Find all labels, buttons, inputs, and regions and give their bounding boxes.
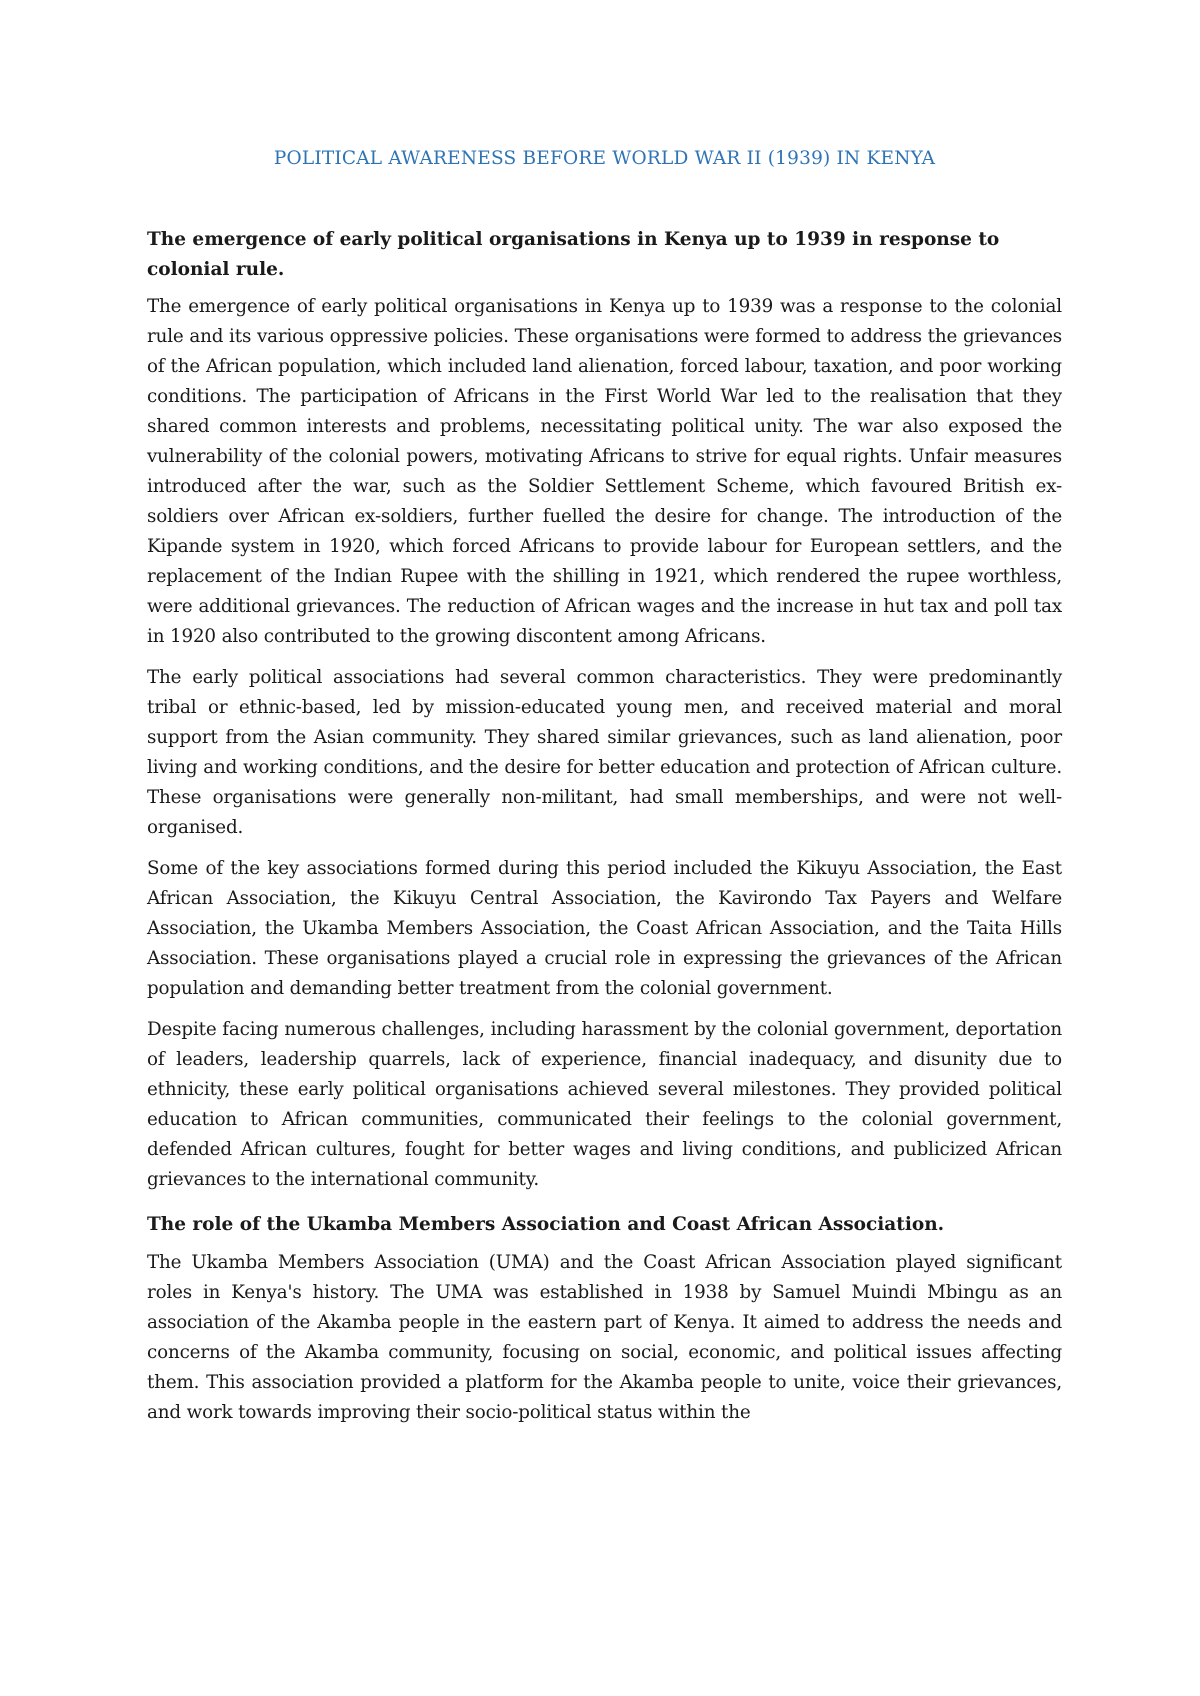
paragraph-emergence-causes: The emergence of early political organisations in Kenya up to 1939 was a response to the colonial rule and its various oppressive policies. These organisations were formed to address the grievances of the African population, which included land alienation, forced labour, taxation, and poor working conditions. The participation of Africans in the First World War led to the realisation that they shared common interests and problems, necessitating political unity. The war also exposed the vulnerability of the colonial powers, motivating Africans to strive for equal rights. Unfair measures introduced after the war, such as the Soldier Settlement Scheme, which favoured British ex-soldiers over African ex-soldiers, further fuelled the desire for change. The introduction of the Kipande system in 1920, which forced Africans to provide labour for European settlers, and the replacement of the Indian Rupee with the shilling in 1921, which rendered the rupee worthless, were additional grievances. The reduction of African wages and the increase in hut tax and poll tax in 1920 also contributed to the growing discontent among Africans. xyxy=(147,296,1062,647)
paragraph-key-associations: Some of the key associations formed during this period included the Kikuyu Association, the East African Association, the Kikuyu Central Association, the Kavirondo Tax Payers and Welfare Association, the Ukamba Members Association, the Coast African Association, and the Taita Hills Association. These organisations played a crucial role in expressing the grievances of the African population and demanding better treatment from the colonial government. xyxy=(147,858,1062,999)
section-heading-uma-coast: The role of the Ukamba Members Association and Coast African Association. xyxy=(147,1214,945,1235)
document-title: POLITICAL AWARENESS BEFORE WORLD WAR II (1939) IN KENYA xyxy=(273,148,936,169)
paragraph-challenges-milestones: Despite facing numerous challenges, including harassment by the colonial government, deportation of leaders, leadership quarrels, lack of experience, financial inadequacy, and disunity due to ethnicity, these early political organisations achieved several milestones. They provided political education to African communities, communicated their feelings to the colonial government, defended African cultures, fought for better wages and living conditions, and publicized African grievances to the international community. xyxy=(147,1019,1062,1190)
paragraph-common-characteristics: The early political associations had several common characteristics. They were predominantly tribal or ethnic-based, led by mission-educated young men, and received material and moral support from the Asian community. They shared similar grievances, such as land alienation, poor living and working conditions, and the desire for better education and protection of African culture. These organisations were generally non-militant, had small memberships, and were not well-organised. xyxy=(147,667,1062,838)
section-heading-emergence: The emergence of early political organisations in Kenya up to 1939 in response to colonial rule. xyxy=(147,229,1000,280)
paragraph-uma-role: The Ukamba Members Association (UMA) and the Coast African Association played significant roles in Kenya's history. The UMA was established in 1938 by Samuel Muindi Mbingu as an association of the Akamba people in the eastern part of Kenya. It aimed to address the needs and concerns of the Akamba community, focusing on social, economic, and political issues affecting them. This association provided a platform for the Akamba people to unite, voice their grievances, and work towards improving their socio-political status within the xyxy=(147,1251,1062,1423)
